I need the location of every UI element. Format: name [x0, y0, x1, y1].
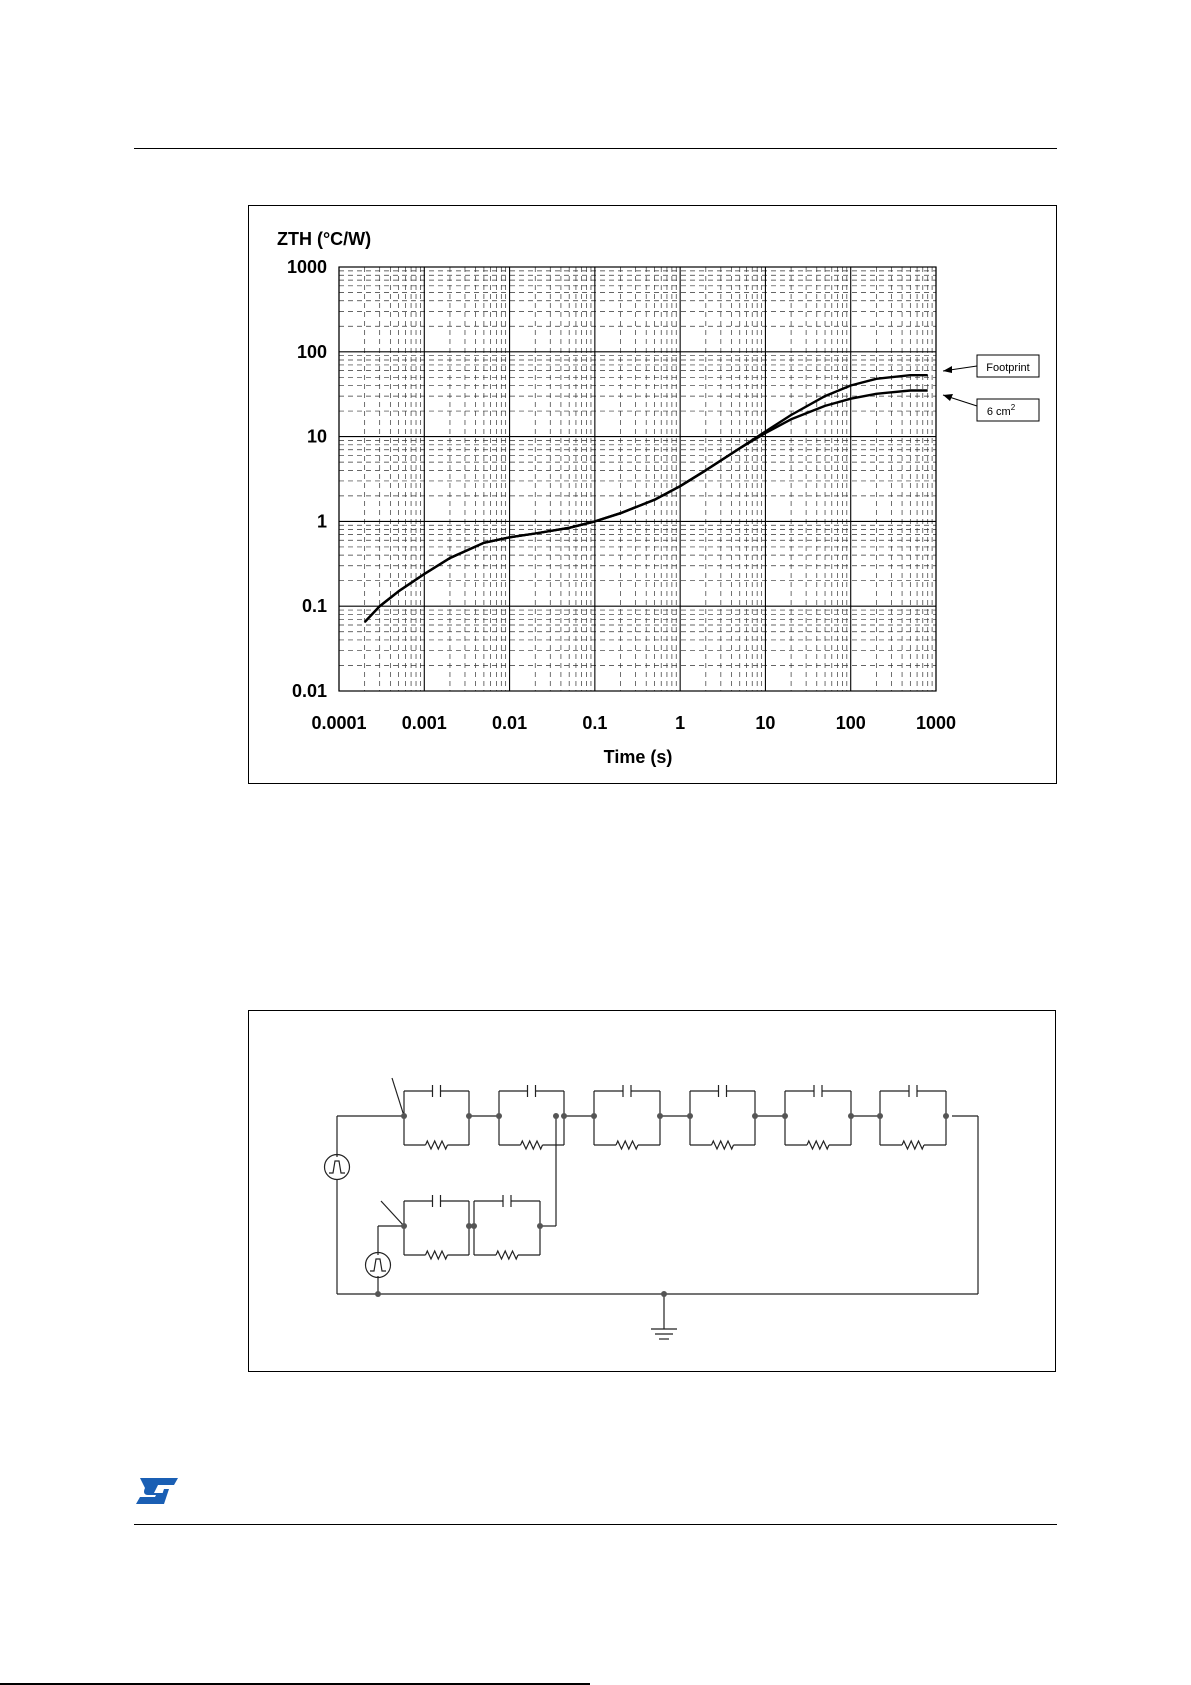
thermal-impedance-chart-frame	[248, 205, 1057, 784]
y-tick-label: 0.01	[291, 681, 327, 701]
plot-area-border	[339, 267, 936, 691]
rc-cell-5	[785, 1085, 851, 1149]
circuit-node	[657, 1113, 663, 1119]
y-tick-label: 1000	[286, 257, 327, 277]
circuit-node	[553, 1113, 559, 1119]
resistor-icon	[807, 1141, 829, 1149]
x-tick-label: 0.001	[401, 713, 447, 733]
circuit-node	[471, 1223, 477, 1229]
resistor-icon	[902, 1141, 924, 1149]
legend-footprint	[943, 355, 1039, 377]
resistor-icon	[426, 1251, 448, 1259]
legend-6cm2-arrow-icon	[943, 394, 953, 401]
circuit-node	[782, 1113, 788, 1119]
x-tick-label: 0.1	[582, 713, 608, 733]
thermal-model-circuit-frame	[248, 1010, 1056, 1372]
power-source-2-icon	[366, 1252, 391, 1278]
circuit-node	[496, 1113, 502, 1119]
y-tick-label: 1	[316, 511, 327, 532]
legend-footprint-arrow-icon	[943, 366, 952, 373]
circuit-node	[877, 1113, 883, 1119]
x-tick-label: 1000	[915, 713, 957, 733]
x-tick-label: 1	[675, 713, 686, 733]
legend-footprint-label: Footprint	[986, 362, 1030, 374]
thermal-model-circuit-diagram	[249, 1011, 1055, 1371]
rc-cell-3	[594, 1085, 660, 1149]
circuit-node	[401, 1223, 407, 1229]
legend-6cm2	[943, 394, 1039, 421]
rc-cell-4	[690, 1085, 755, 1149]
resistor-icon	[521, 1141, 543, 1149]
circuit-node	[752, 1113, 758, 1119]
circuit-node	[661, 1291, 667, 1297]
x-tick-label: 10	[755, 713, 776, 733]
rc-cell-1	[404, 1085, 469, 1149]
resistor-icon	[712, 1141, 734, 1149]
circuit-node	[687, 1113, 693, 1119]
series-6cm2-line	[365, 391, 928, 623]
circuit-node	[466, 1113, 472, 1119]
legend-6cm2-label: 6 $cm^2$	[986, 403, 1016, 418]
y-tick-label: 100	[296, 341, 327, 362]
rc-cell-6	[880, 1085, 946, 1149]
resistor-icon	[426, 1141, 448, 1149]
thermal-impedance-chart	[249, 206, 1056, 783]
circuit-node	[591, 1113, 597, 1119]
circuit-node	[848, 1113, 854, 1119]
y-axis-label: ZTH (°C/W)	[277, 229, 372, 249]
x-axis-label: Time (s)	[603, 747, 673, 767]
st-logo-icon	[134, 1476, 180, 1506]
resistor-icon	[496, 1251, 518, 1259]
circuit-node	[537, 1223, 543, 1229]
rc-cell-7	[404, 1195, 469, 1259]
y-tick-label: 10	[306, 426, 327, 447]
circuit-node	[561, 1113, 567, 1119]
circuit-node	[943, 1113, 949, 1119]
header-rule	[134, 148, 1057, 149]
y-tick-label: 0.1	[301, 596, 327, 617]
x-tick-label: 100	[835, 713, 866, 733]
power-source-1-icon	[325, 1154, 350, 1180]
x-tick-label: 0.01	[492, 713, 528, 733]
series-connections	[469, 1116, 880, 1226]
resistor-icon	[616, 1141, 638, 1149]
circuit-node	[401, 1113, 407, 1119]
rc-cell-8	[474, 1195, 540, 1259]
circuit-node	[375, 1291, 381, 1297]
x-tick-label: 0.0001	[311, 713, 367, 733]
footer-rule	[134, 1524, 1057, 1525]
